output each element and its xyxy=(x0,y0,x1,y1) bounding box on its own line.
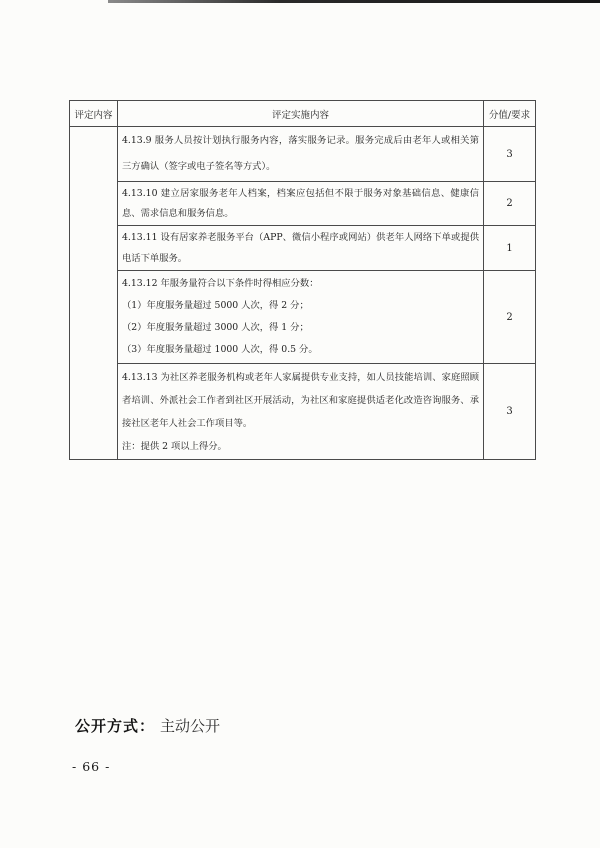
score-cell: 2 xyxy=(484,182,536,226)
scan-edge-line xyxy=(108,0,600,3)
table-row-4-13-9 xyxy=(70,127,536,182)
table-row-4-13-11 xyxy=(70,226,536,271)
assessment-table xyxy=(69,100,536,460)
table-header-row xyxy=(70,101,536,127)
implementation-content-cell xyxy=(118,271,484,364)
row-paragraph: 4.13.13 为社区养老服务机构或老年人家属提供专业支持，如人员技能培训、家庭照顾者培训、外派社会工作者到社区开展活动，为社区和家庭提供适老化改造咨询服务、承接社区老年人社会工作项目等。 xyxy=(122,371,479,429)
score-cell: 1 xyxy=(484,226,536,271)
assessment-content-empty-cell xyxy=(70,127,118,460)
implementation-content-cell xyxy=(118,364,484,460)
row-paragraph: （2）年度服务量超过 3000 人次，得 1 分； xyxy=(122,322,309,333)
table-row-4-13-13 xyxy=(70,364,536,460)
header-assessment-content: 评定内容 xyxy=(70,101,118,127)
score-cell: 3 xyxy=(484,127,536,182)
table-row-4-13-10 xyxy=(70,182,536,226)
implementation-content-cell xyxy=(118,226,484,271)
table-row-4-13-12 xyxy=(70,271,536,364)
row-paragraph: （3）年度服务量超过 1000 人次，得 0.5 分。 xyxy=(122,344,318,355)
row-paragraph: 4.13.12 年服务量符合以下条件时得相应分数： xyxy=(122,278,319,289)
disclosure-method-line xyxy=(75,715,220,736)
page-number: - 66 - xyxy=(72,759,111,774)
header-implementation-content: 评定实施内容 xyxy=(118,101,484,127)
row-paragraph: （1）年度服务量超过 5000 人次，得 2 分； xyxy=(122,300,309,311)
row-paragraph: 4.13.10 建立居家服务老年人档案，档案应包括但不限于服务对象基础信息、健康信息、需求信息和服务信息。 xyxy=(122,187,479,219)
implementation-content-cell xyxy=(118,182,484,226)
row-paragraph: 注：提供 2 项以上得分。 xyxy=(122,440,227,452)
disclosure-method-value: 主动公开 xyxy=(160,717,221,735)
score-cell: 3 xyxy=(484,364,536,460)
row-paragraph: 4.13.11 设有居家养老服务平台（APP、微信小程序或网站）供老年人网络下单或提供电话下单服务。 xyxy=(122,232,479,264)
implementation-content-cell xyxy=(118,127,484,182)
header-score-requirement: 分值/要求 xyxy=(484,101,536,127)
disclosure-method-label: 公开方式： xyxy=(75,717,156,735)
score-cell: 2 xyxy=(484,271,536,364)
row-paragraph: 4.13.9 服务人员按计划执行服务内容，落实服务记录。服务完成后由老年人或相关第三方确认（签字或电子签名等方式）。 xyxy=(122,135,479,172)
